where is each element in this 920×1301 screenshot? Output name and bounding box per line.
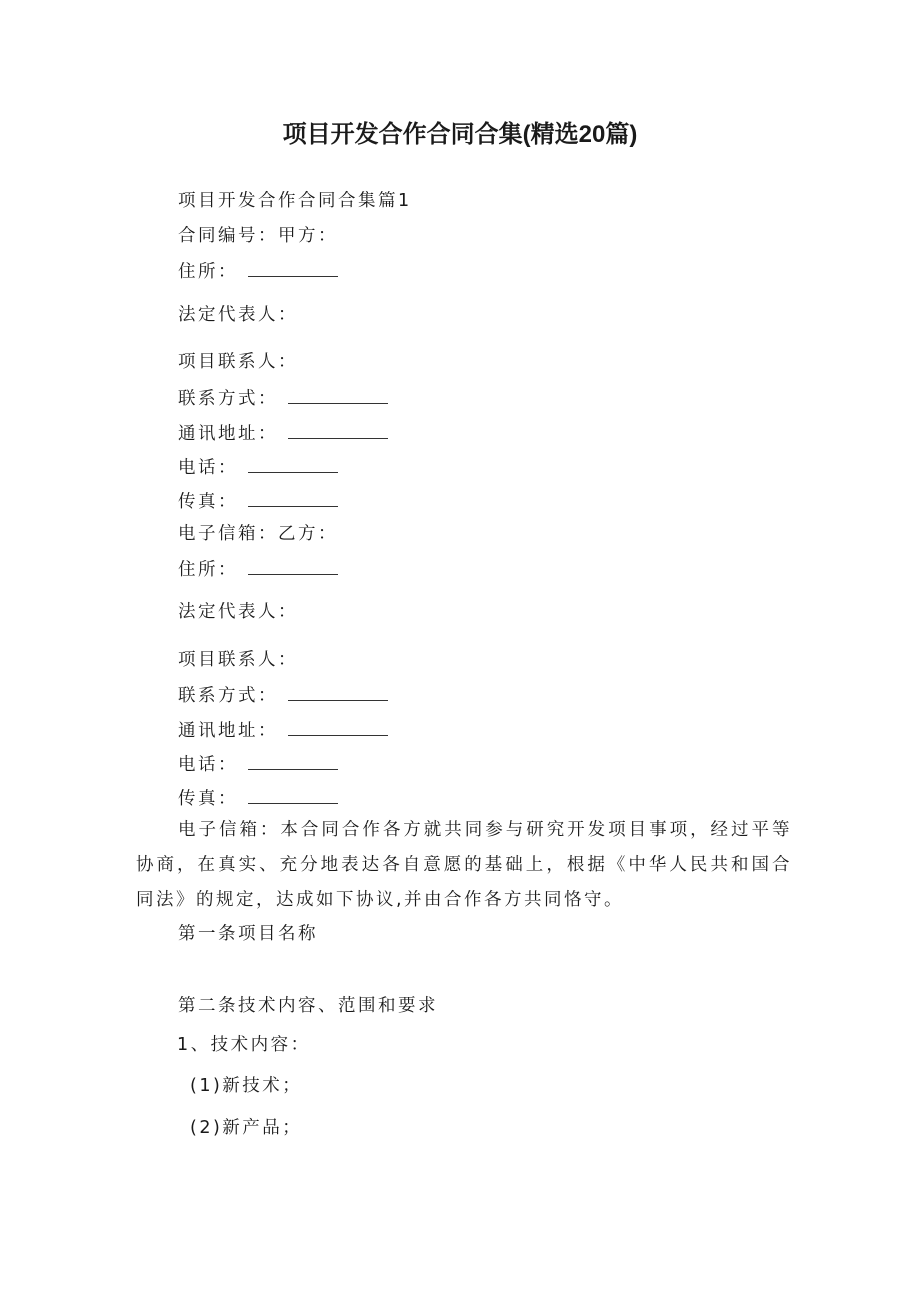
party-b-project-contact-line: 项目联系人： [178,650,298,670]
contact-method-label: 联系方式： [178,389,278,409]
party-a-fax-line [178,488,338,514]
party-a-legal-rep-line: 法定代表人： [178,305,298,325]
contact-method-blank[interactable] [288,385,388,404]
party-a-contact-method-line [178,385,388,411]
address-label: 住所： [178,560,238,580]
party-b-legal-rep-line: 法定代表人： [178,602,298,622]
fax-label: 传真： [178,789,238,809]
section-heading: 项目开发合作合同合集篇1 [178,191,412,211]
article-1-heading: 第一条项目名称 [178,924,318,944]
address-blank[interactable] [248,556,338,575]
contact-method-label: 联系方式： [178,686,278,706]
contact-method-blank[interactable] [288,682,388,701]
address-label: 住所： [178,262,238,282]
document-title: 项目开发合作合同合集(精选20篇) [282,121,638,148]
party-b-mail-address-line [178,717,388,743]
sub-item-1: (1)新技术； [190,1076,303,1096]
email-party-b-line: 电子信箱：乙方： [178,524,338,544]
phone-blank[interactable] [248,751,338,770]
party-b-contact-method-line [178,682,388,708]
contract-no-line: 合同编号：甲方： [178,226,338,246]
fax-label: 传真： [178,492,238,512]
phone-blank[interactable] [248,454,338,473]
party-a-phone-line [178,454,338,480]
article-2-heading: 第二条技术内容、范围和要求 [178,996,438,1016]
fax-blank[interactable] [248,785,338,804]
item-1-heading: 1、技术内容： [177,1035,311,1055]
party-b-fax-line [178,785,338,811]
phone-label: 电话： [178,755,238,775]
phone-label: 电话： [178,458,238,478]
fax-blank[interactable] [248,488,338,507]
party-b-phone-line [178,751,338,777]
mail-address-label: 通讯地址： [178,424,278,444]
party-b-address-line [178,556,338,582]
party-a-address-line [178,258,338,284]
sub-item-2: (2)新产品； [190,1118,303,1138]
mail-address-blank[interactable] [288,420,388,439]
party-a-project-contact-line: 项目联系人： [178,352,298,372]
mail-address-label: 通讯地址： [178,721,278,741]
party-a-mail-address-line [178,420,388,446]
address-blank[interactable] [248,258,338,277]
preamble-paragraph: 电子信箱：本合同合作各方就共同参与研究开发项目事项，经过平等协商，在真实、充分地表达各自意愿的基础上，根据《中华人民共和国合同法》的规定，达成如下协议,并由合作各方共同恪守。 [136,820,792,910]
mail-address-blank[interactable] [288,717,388,736]
